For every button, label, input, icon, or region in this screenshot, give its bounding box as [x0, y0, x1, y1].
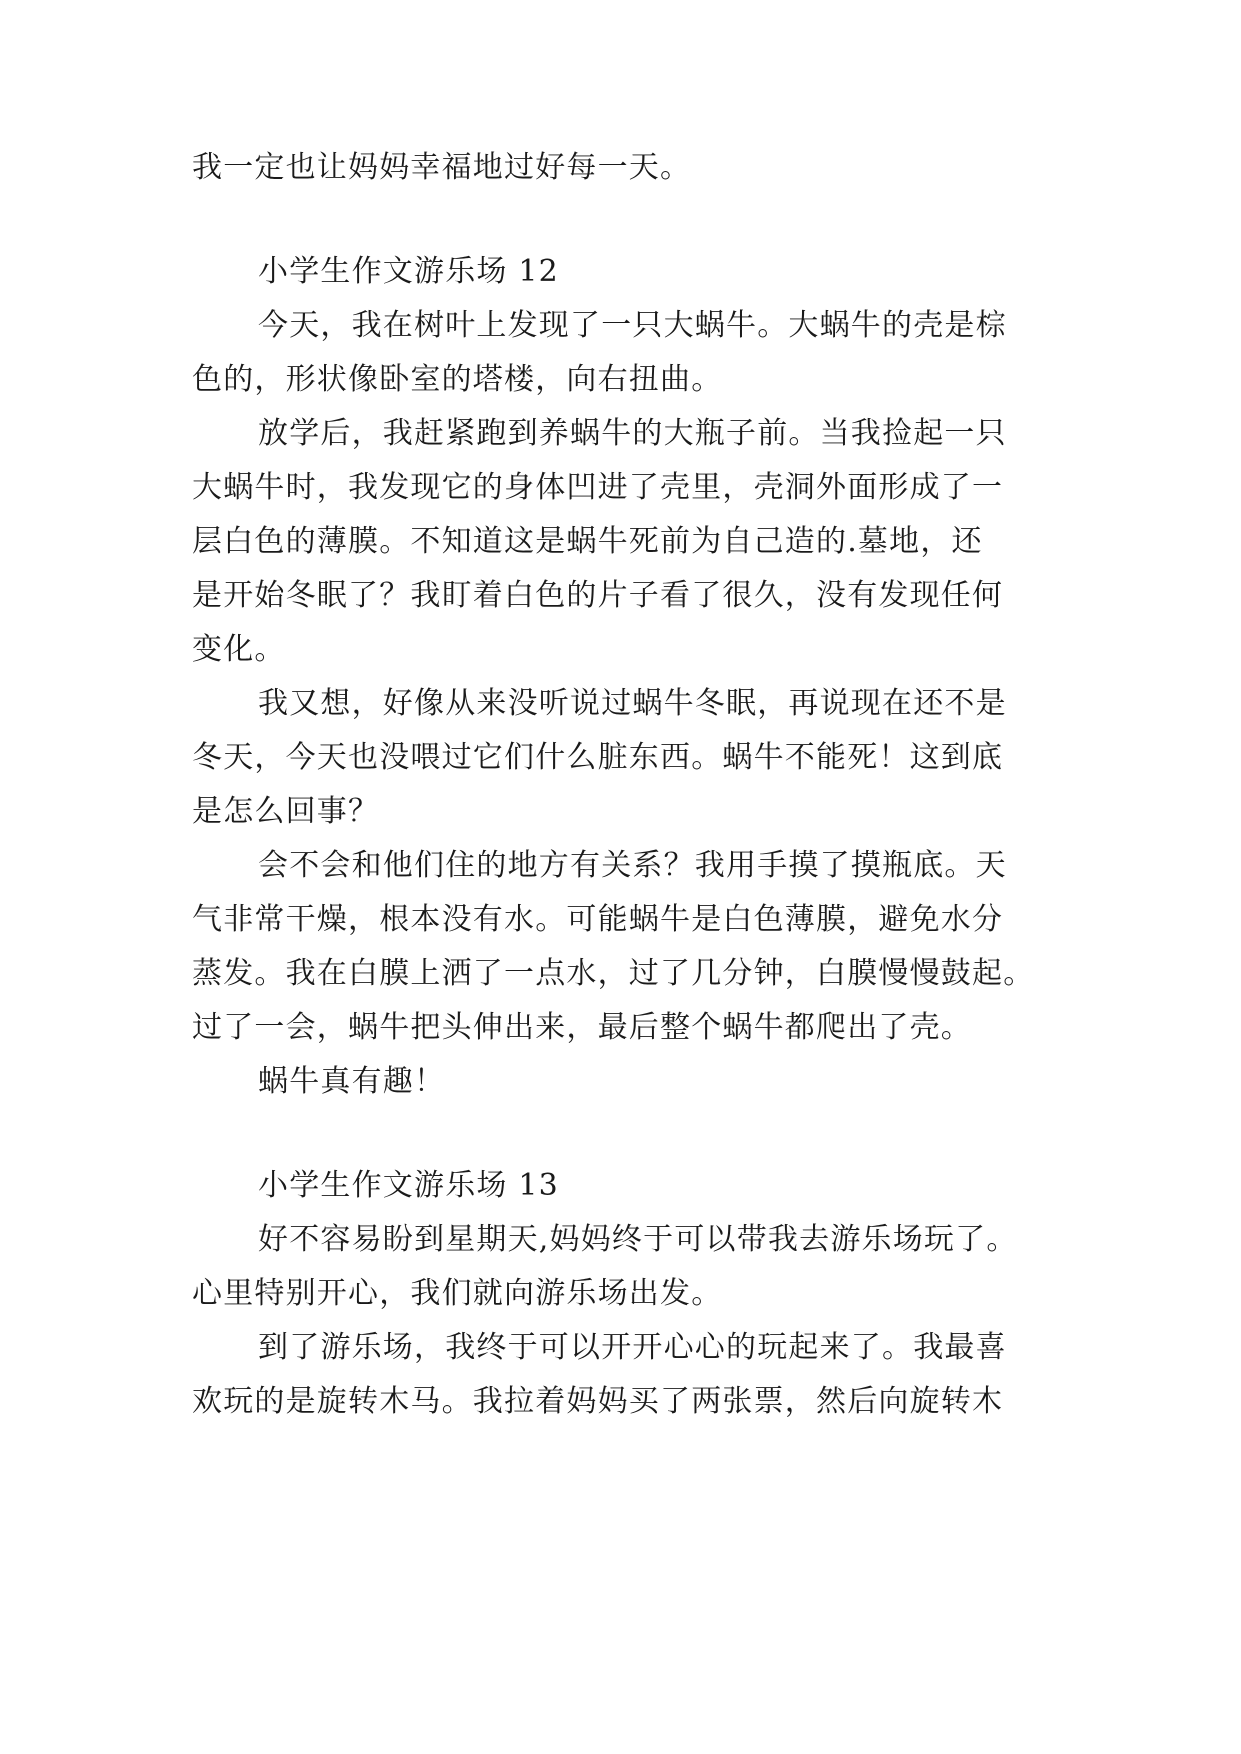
paragraph-line: 会不会和他们住的地方有关系？我用手摸了摸瓶底。天	[258, 848, 1007, 883]
essay-13-title: 小学生作文游乐场 13	[258, 1168, 559, 1203]
paragraph-line: 今天，我在树叶上发现了一只大蜗牛。大蜗牛的壳是棕	[258, 308, 1007, 343]
paragraph-line: 变化。	[192, 632, 286, 667]
paragraph-line: 过了一会，蜗牛把头伸出来，最后整个蜗牛都爬出了壳。	[192, 1010, 972, 1045]
paragraph-line: 我一定也让妈妈幸福地过好每一天。	[192, 150, 692, 185]
paragraph-line: 蜗牛真有趣！	[258, 1064, 446, 1099]
paragraph-line: 好不容易盼到星期天,妈妈终于可以带我去游乐场玩了。	[258, 1222, 1018, 1257]
paragraph-line: 欢玩的是旋转木马。我拉着妈妈买了两张票，然后向旋转木	[192, 1384, 1004, 1419]
paragraph-line: 心里特别开心，我们就向游乐场出发。	[192, 1276, 723, 1311]
paragraph-line: 是开始冬眠了？我盯着白色的片子看了很久，没有发现任何	[192, 578, 1004, 613]
paragraph-line: 到了游乐场，我终于可以开开心心的玩起来了。我最喜	[258, 1330, 1007, 1365]
paragraph-line: 冬天，今天也没喂过它们什么脏东西。蜗牛不能死！这到底	[192, 740, 1004, 775]
paragraph-line: 放学后，我赶紧跑到养蜗牛的大瓶子前。当我捡起一只	[258, 416, 1007, 451]
paragraph-line: 气非常干燥，根本没有水。可能蜗牛是白色薄膜，避免水分	[192, 902, 1004, 937]
paragraph-line: 我又想，好像从来没听说过蜗牛冬眠，再说现在还不是	[258, 686, 1007, 721]
essay-12-title: 小学生作文游乐场 12	[258, 254, 559, 289]
paragraph-line: 是怎么回事？	[192, 794, 380, 829]
paragraph-line: 大蜗牛时，我发现它的身体凹进了壳里，壳洞外面形成了一	[192, 470, 1004, 505]
paragraph-line: 蒸发。我在白膜上洒了一点水，过了几分钟，白膜慢慢鼓起。	[192, 956, 1035, 991]
paragraph-line: 色的，形状像卧室的塔楼，向右扭曲。	[192, 362, 723, 397]
paragraph-line: 层白色的薄膜。不知道这是蜗牛死前为自己造的.墓地，还	[192, 524, 983, 559]
